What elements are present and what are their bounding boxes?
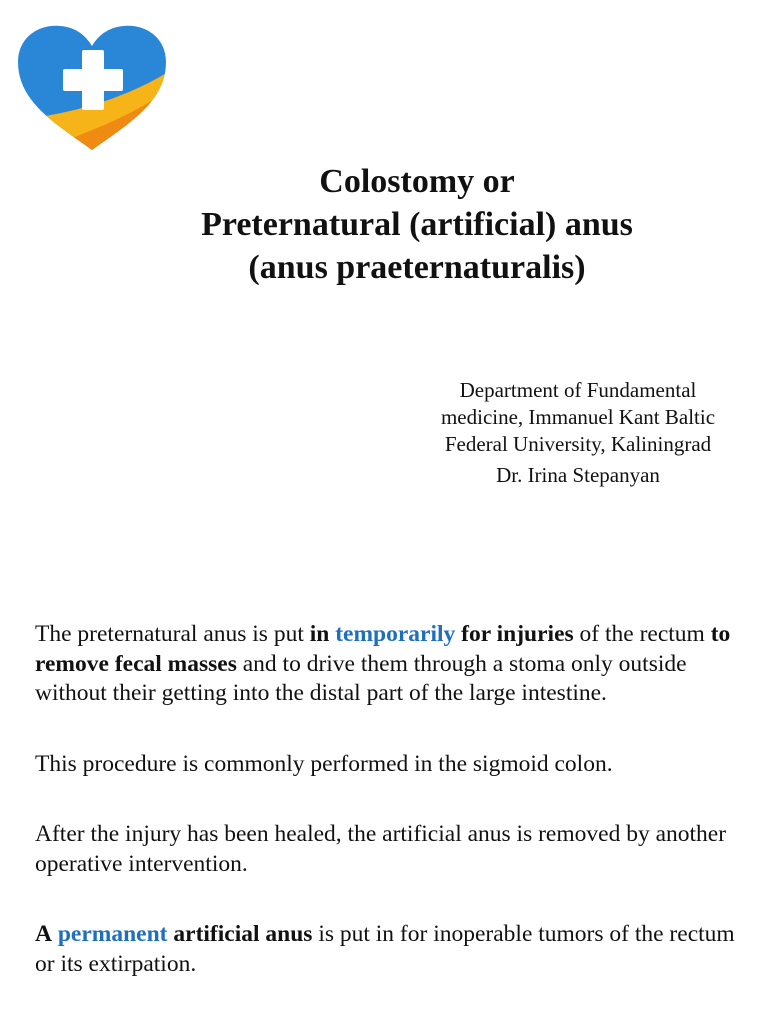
heart-cross-icon [16,24,168,152]
paragraph-4 [35,920,735,979]
slide-title [80,160,754,289]
title-line-3: (anus praeternaturalis) [248,249,586,286]
p1-text-1: The preternatural anus is put [35,621,310,647]
paragraph-2: This procedure is commonly performed in the sigmoid colon. [35,750,613,777]
affiliation-block [420,377,736,489]
p4-highlight-permanent: permanent [57,921,168,947]
p4-text-1: is put in for inoperable tumors of the rectum or its extirpation. [35,921,735,977]
p1-bold-3: to remove fecal masses [35,621,731,677]
p1-text-3: and to drive them through a stoma only outside without their getting into the distal part of the large intestine. [35,650,687,706]
paragraph-3: After the injury has been healed, the artificial anus is removed by another operative intervention. [35,821,727,877]
slide-body [35,620,735,979]
paragraph-1 [35,620,735,709]
p1-highlight-temporarily: temporarily [335,621,456,647]
title-line-2: Preternatural (artificial) anus [201,206,633,243]
affiliation-line-1: Department of Fundamental [459,378,697,402]
affiliation-line-2: medicine, Immanuel Kant Baltic [440,405,716,429]
p4-bold-1: A [35,921,52,947]
p1-text-2: of the rectum [573,621,711,647]
p4-bold-2: artificial anus [173,921,313,947]
p1-bold-1: in [309,621,330,647]
affiliation-line-3: Federal University, Kaliningrad [444,432,712,456]
title-line-1: Colostomy or [319,163,515,200]
author-name: Dr. Irina Stepanyan [496,463,660,487]
p1-bold-2: for injuries [461,621,574,647]
